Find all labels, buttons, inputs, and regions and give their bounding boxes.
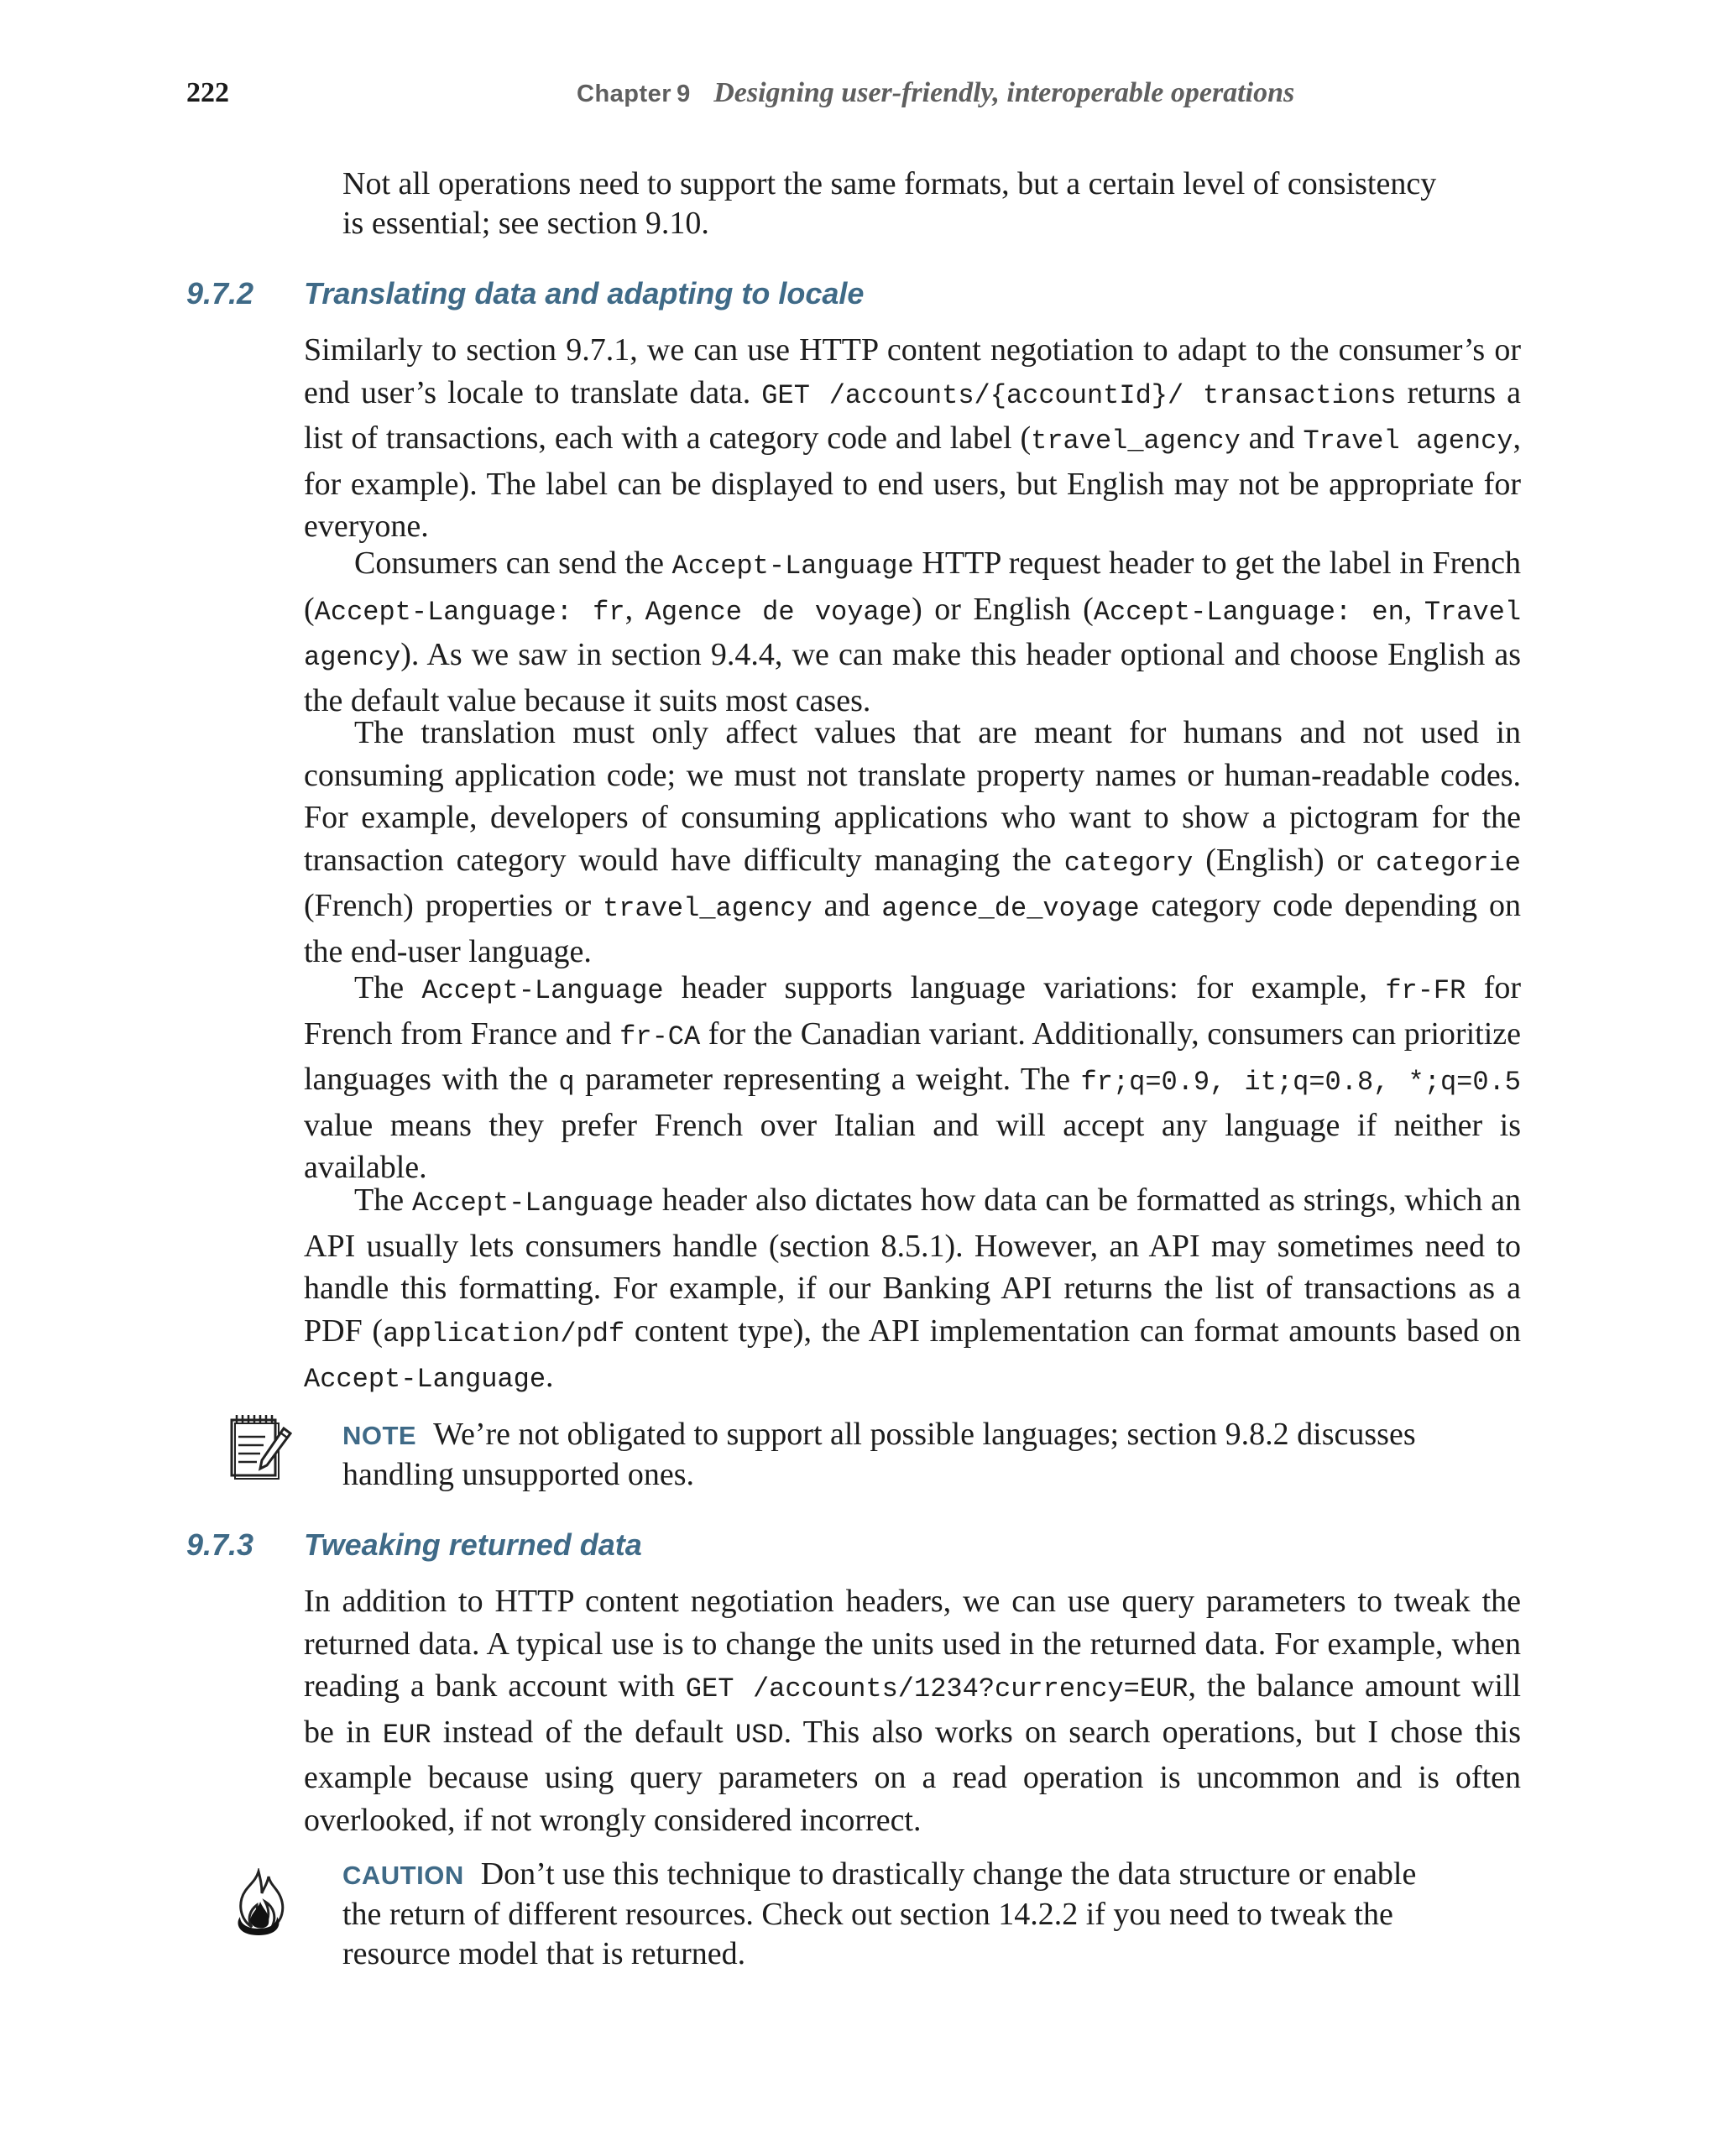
note-label: NOTE	[342, 1421, 417, 1450]
flame-icon	[227, 1868, 290, 1939]
code-span: Accept-Language	[421, 975, 664, 1006]
code-span: Accept-Language	[304, 1364, 546, 1395]
page-number: 222	[186, 77, 229, 108]
section-heading-9-7-3	[186, 1527, 1521, 1569]
note-icon	[228, 1413, 292, 1482]
code-span: Accept-Language	[411, 1188, 654, 1219]
intro-paragraph: Not all operations need to support the same formats, but a certain level of consistency is essential; see section 9.10.	[342, 166, 1437, 241]
section-number: 9.7.2	[186, 276, 254, 311]
code-span: application/pdf	[383, 1318, 625, 1349]
code-span: travel_agency	[1031, 425, 1241, 457]
note-callout: NOTE We’re not obligated to support all possible languages; section 9.8.2 discusses handling unsupported ones.	[342, 1417, 1416, 1492]
code-span: fr;q=0.9, it;q=0.8, *;q=0.5	[1080, 1067, 1521, 1098]
section-title: Translating data and adapting to locale	[304, 276, 865, 311]
paragraph: The Accept-Language header also dictates how data can be formatted as strings, which an API usually lets consumers handle (section 8.5.1). However, an API may sometimes need to handle this formatting. For example, if our Banking API returns the list of transactions as a PDF (application/pdf content type), the API implementation can format amounts based on Accept-Language.	[304, 1182, 1521, 1395]
code-span: GET /accounts/1234?currency=EUR	[685, 1673, 1189, 1704]
section-title: Tweaking returned data	[304, 1527, 642, 1562]
code-span: Accept-Language: en	[1093, 596, 1404, 628]
paragraph: In addition to HTTP content negotiation headers, we can use query parameters to tweak the returned data. A typical use is to change the units used in the returned data. For example, when reading a bank account with GET /accounts/1234?currency=EUR, the balance amount will be in EUR instead of the default USD. This also works on search operations, but I chose this example because using query parameters on a read operation is uncommon and is often overlooked, if not wrongly considered incorrect.	[304, 1584, 1522, 1838]
chapter-title: Designing user-friendly, interoperable operations	[713, 77, 1295, 108]
caution-callout: CAUTION Don’t use this technique to drastically change the data structure or enable the return of different resources. Check out section 14.2.2 if you need to tweak the resource model that is returned.	[342, 1856, 1417, 1971]
code-span: USD	[734, 1719, 784, 1751]
code-span: Travel agency	[1303, 425, 1513, 457]
chapter-heading	[577, 77, 1294, 109]
paragraph: Consumers can send the Accept-Language HTTP request header to get the label in French (Accept-Language: fr, Agence de voyage) or English (Accept-Language: en, Travel agency). As we saw in section 9.4.4, we can make this header optional and choose English as the default value because it suits most cases.	[304, 546, 1522, 718]
code-span: categorie	[1376, 847, 1521, 879]
code-span: Accept-Language: fr	[314, 596, 625, 628]
running-head	[186, 77, 1521, 119]
code-span: fr-CA	[619, 1021, 701, 1052]
paragraph: The translation must only affect values that are meant for humans and not used in consuming application code; we must not translate property names or human-readable codes. For example, developers of consuming applications who want to show a pictogram for the transaction category would have difficulty managing the category (English) or categorie (French) properties or travel_agency and agence_de_voyage category code depending on the end-user language.	[304, 715, 1521, 969]
code-span: agence_de_voyage	[881, 893, 1140, 924]
code-span: GET /accounts/{accountId}/ transactions	[761, 379, 1397, 411]
code-span: travel_agency	[603, 893, 812, 924]
paragraph: The Accept-Language header supports language variations: for example, fr-FR for French from France and fr-CA for the Canadian variant. Additionally, consumers can prioritize languages with the q parameter representing a weight. The fr;q=0.9, it;q=0.8, *;q=0.5 value means they prefer French over Italian and will accept any language if neither is available.	[304, 970, 1522, 1185]
code-span: EUR	[382, 1719, 431, 1751]
code-span: q	[558, 1067, 575, 1098]
section-heading-9-7-2	[186, 276, 1521, 318]
code-span: fr-FR	[1385, 975, 1466, 1006]
chapter-number: 9	[677, 81, 691, 107]
caution-label: CAUTION	[342, 1861, 464, 1890]
paragraph: Similarly to section 9.7.1, we can use HTTP content negotiation to adapt to the consumer’s or end user’s locale to translate data. GET /accounts/{accountId}/ transactions returns a list of transactions, each with a category code and label (travel_agency and Travel agency, for example). The label can be displayed to end users, but English may not be appropriate for everyone.	[304, 332, 1522, 544]
code-span: Travel agency	[304, 596, 1522, 673]
code-span: Agence de voyage	[645, 596, 912, 628]
code-span: Accept-Language	[671, 551, 914, 582]
chapter-label: Chapter	[577, 81, 672, 107]
code-span: category	[1063, 847, 1194, 879]
section-number: 9.7.3	[186, 1527, 254, 1562]
